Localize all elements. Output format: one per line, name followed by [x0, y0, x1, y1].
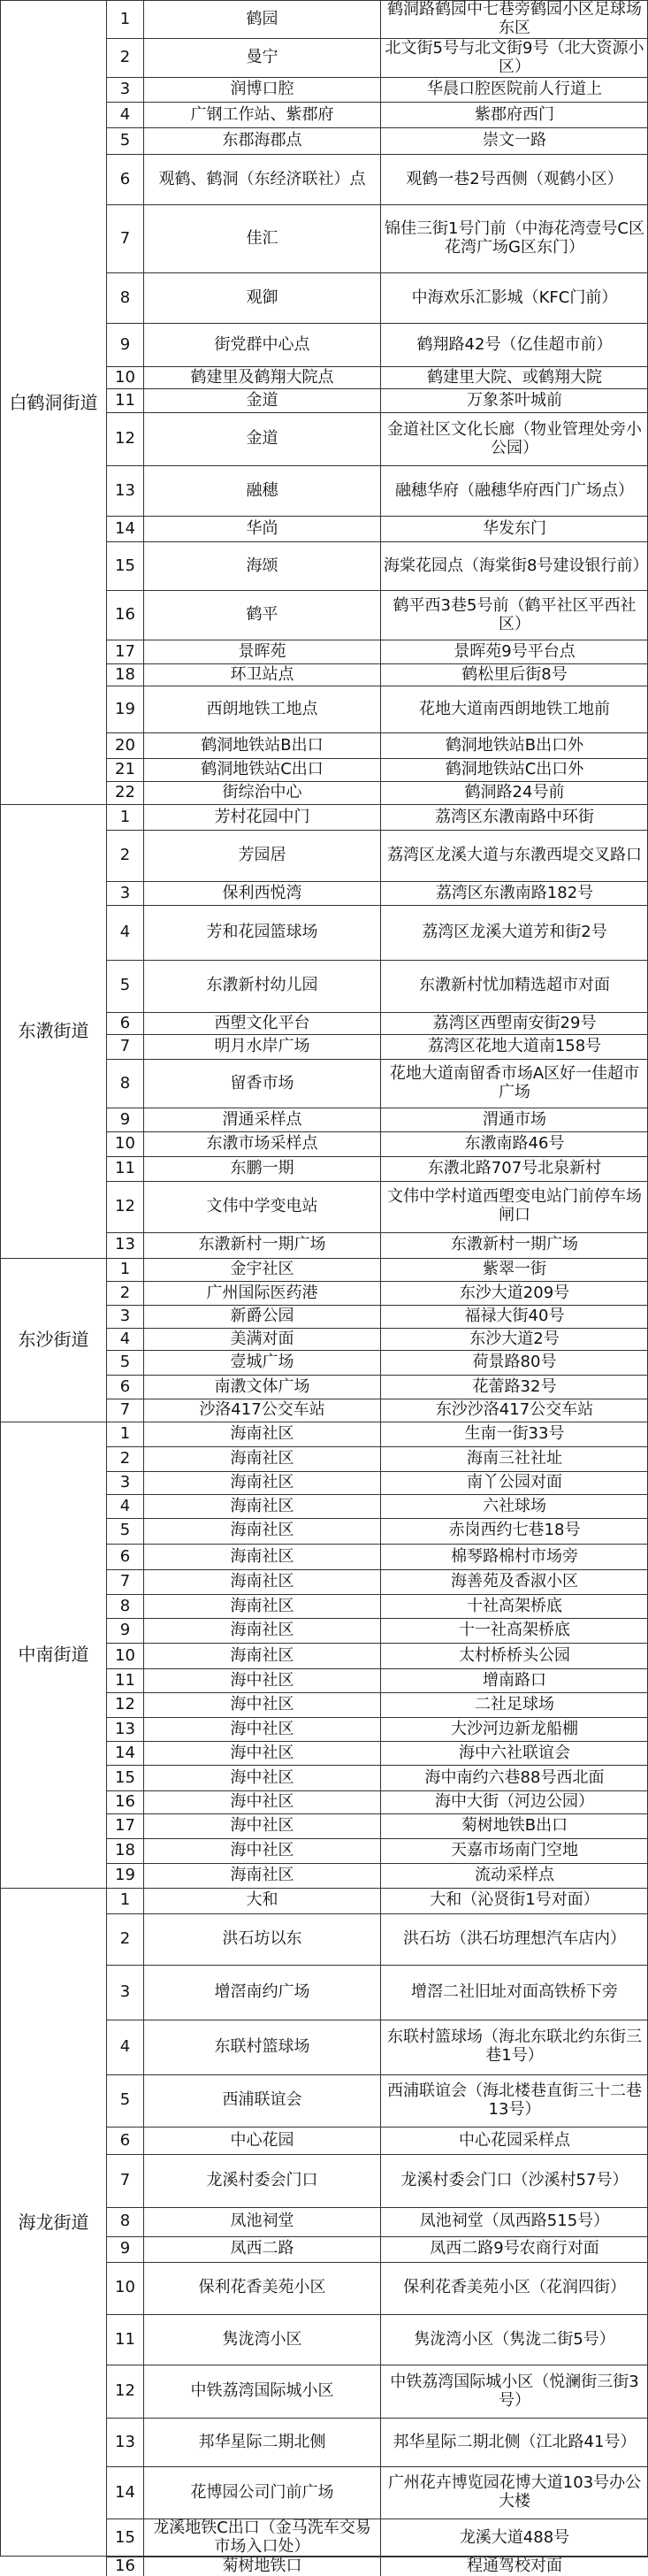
- site-name-cell: 明月水岸广场: [143, 1034, 380, 1059]
- site-location-cell: 龙溪村委会门口（沙溪村57号）: [380, 2154, 648, 2206]
- site-location-cell: 花地大道南留香市场A区好一佳超市广场: [380, 1059, 648, 1108]
- row-number-cell: 13: [106, 465, 143, 516]
- site-name-cell: 金道: [143, 412, 380, 466]
- site-name-cell: 海南社区: [143, 1544, 380, 1569]
- site-location-cell: 程通驾校对面: [380, 2557, 648, 2576]
- row-number-cell: 4: [106, 1328, 143, 1350]
- site-name-cell: 街综治中心: [143, 781, 380, 805]
- site-name-cell: 海南社区: [143, 1569, 380, 1594]
- row-number-cell: 5: [106, 1350, 143, 1375]
- row-number-cell: 18: [106, 663, 143, 686]
- site-name-cell: 龙溪地铁C出口（金马洗车交易市场入口处）: [143, 2518, 380, 2557]
- row-number-cell: 21: [106, 758, 143, 780]
- site-location-cell: 流动采样点: [380, 1863, 648, 1888]
- site-location-cell: 荔湾区龙溪大道与东漖西堤交叉路口: [380, 830, 648, 881]
- site-location-cell: 华发东门: [380, 516, 648, 541]
- row-number-cell: 9: [106, 1108, 143, 1131]
- site-name-cell: 增滘南约广场: [143, 1965, 380, 2020]
- site-name-cell: 东漖新村幼儿园: [143, 960, 380, 1012]
- site-name-cell: 南漖文体广场: [143, 1375, 380, 1399]
- site-name-cell: 海中社区: [143, 1813, 380, 1838]
- row-number-cell: 20: [106, 732, 143, 758]
- site-name-cell: 广州国际医药港: [143, 1281, 380, 1305]
- row-number-cell: 8: [106, 272, 143, 323]
- site-location-cell: 南丫公园对面: [380, 1471, 648, 1495]
- site-name-cell: 环卫站点: [143, 663, 380, 686]
- site-name-cell: 东鹏一期: [143, 1156, 380, 1181]
- site-name-cell: 海南社区: [143, 1594, 380, 1619]
- row-number-cell: 15: [106, 1765, 143, 1790]
- row-number-cell: 12: [106, 1181, 143, 1232]
- site-name-cell: 海南社区: [143, 1518, 380, 1544]
- site-location-cell: 荔湾区西塱南安街29号: [380, 1012, 648, 1034]
- site-name-cell: 海中社区: [143, 1717, 380, 1742]
- site-name-cell: 大和: [143, 1888, 380, 1913]
- site-location-cell: 海中南约六巷88号西北面: [380, 1765, 648, 1790]
- row-number-cell: 2: [106, 1281, 143, 1305]
- site-name-cell: 海中社区: [143, 1765, 380, 1790]
- row-number-cell: 14: [106, 516, 143, 541]
- row-number-cell: 13: [106, 1232, 143, 1258]
- site-location-cell: 东沙大道2号: [380, 1328, 648, 1350]
- site-location-cell: 大沙河边新龙船棚: [380, 1717, 648, 1742]
- row-number-cell: 5: [106, 1518, 143, 1544]
- row-number-cell: 4: [106, 905, 143, 960]
- row-number-cell: 13: [106, 1717, 143, 1742]
- site-location-cell: 渭通市场: [380, 1108, 648, 1131]
- row-number-cell: 16: [106, 1790, 143, 1814]
- site-location-cell: 融穗华府（融穗华府西门广场点）: [380, 465, 648, 516]
- site-name-cell: 西塱文化平台: [143, 1012, 380, 1034]
- site-name-cell: 海南社区: [143, 1471, 380, 1495]
- site-location-cell: 海南三社社址: [380, 1446, 648, 1471]
- row-number-cell: 8: [106, 1594, 143, 1619]
- row-number-cell: 14: [106, 1741, 143, 1765]
- site-name-cell: 留香市场: [143, 1059, 380, 1108]
- row-number-cell: 2: [106, 1446, 143, 1471]
- row-number-cell: 1: [106, 0, 143, 38]
- site-location-cell: 文伟中学村道西塱变电站门前停车场闸口: [380, 1181, 648, 1232]
- site-name-cell: 海南社区: [143, 1422, 380, 1446]
- row-number-cell: 7: [106, 204, 143, 272]
- site-location-cell: 菊树地铁B出口: [380, 1813, 648, 1838]
- site-location-cell: 紫翠一街: [380, 1258, 648, 1282]
- site-location-cell: 荔湾区东漖南路182号: [380, 881, 648, 905]
- row-number-cell: 11: [106, 1156, 143, 1181]
- site-name-cell: 花博园公司门前广场: [143, 2466, 380, 2518]
- site-location-cell: 海中大街（河边公园）: [380, 1790, 648, 1814]
- row-number-cell: 6: [106, 1375, 143, 1399]
- row-number-cell: 10: [106, 1643, 143, 1668]
- site-name-cell: 海南社区: [143, 1494, 380, 1518]
- site-name-cell: 佳汇: [143, 204, 380, 272]
- row-number-cell: 7: [106, 1034, 143, 1059]
- site-name-cell: 海南社区: [143, 1863, 380, 1888]
- site-location-cell: 洪石坊（洪石坊理想汽车店内）: [380, 1913, 648, 1965]
- row-number-cell: 12: [106, 1692, 143, 1717]
- site-location-cell: 花地大道南西朗地铁工地前: [380, 686, 648, 732]
- site-location-cell: 鹤洞路鹤园中七巷旁鹤园小区足球场东区: [380, 0, 648, 38]
- site-location-cell: 六社球场: [380, 1494, 648, 1518]
- site-name-cell: 景晖苑: [143, 640, 380, 663]
- row-number-cell: 22: [106, 781, 143, 805]
- site-location-cell: 东漖新村忧加精选超市对面: [380, 960, 648, 1012]
- row-number-cell: 4: [106, 1494, 143, 1518]
- site-name-cell: 中铁荔湾国际城小区: [143, 2365, 380, 2419]
- site-name-cell: 海南社区: [143, 1446, 380, 1471]
- site-location-cell: 崇文一路: [380, 127, 648, 154]
- row-number-cell: 8: [106, 1059, 143, 1108]
- row-number-cell: 1: [106, 804, 143, 830]
- site-location-cell: 二社足球场: [380, 1692, 648, 1717]
- site-location-cell: 凤池祠堂（凤西路515号）: [380, 2207, 648, 2236]
- site-name-cell: 东联村篮球场: [143, 2020, 380, 2074]
- site-name-cell: 广钢工作站、紫郡府: [143, 102, 380, 127]
- site-location-cell: 东漖北路707号北泉新村: [380, 1156, 648, 1181]
- site-name-cell: 东漖市场采样点: [143, 1131, 380, 1156]
- site-location-cell: 中海欢乐汇影城（KFC门前）: [380, 272, 648, 323]
- site-name-cell: 海中社区: [143, 1692, 380, 1717]
- row-number-cell: 6: [106, 1544, 143, 1569]
- site-location-cell: 荔湾区龙溪大道芳和街2号: [380, 905, 648, 960]
- row-number-cell: 12: [106, 2365, 143, 2419]
- site-location-cell: 大和（沁贤街1号对面）: [380, 1888, 648, 1913]
- site-location-cell: 东沙沙洛417公交车站: [380, 1399, 648, 1422]
- row-number-cell: 3: [106, 1305, 143, 1329]
- site-location-cell: 邦华星际二期北侧（江北路41号）: [380, 2418, 648, 2465]
- site-location-cell: 鹤建里大院、或鹤翔大院: [380, 366, 648, 388]
- site-name-cell: 芳和花园篮球场: [143, 905, 380, 960]
- site-location-cell: 景晖苑9号平台点: [380, 640, 648, 663]
- site-location-cell: 西浦联谊会（海北楼巷直街三十二巷13号）: [380, 2074, 648, 2127]
- row-number-cell: 19: [106, 1863, 143, 1888]
- site-name-cell: 海中社区: [143, 1741, 380, 1765]
- street-cell: 中南街道: [0, 1422, 106, 1887]
- site-location-cell: 福禄大街40号: [380, 1305, 648, 1329]
- site-name-cell: 壹城广场: [143, 1350, 380, 1375]
- site-name-cell: 渭通采样点: [143, 1108, 380, 1131]
- row-number-cell: 10: [106, 366, 143, 388]
- site-location-cell: 万象茶叶城前: [380, 388, 648, 412]
- site-location-cell: 锦佳三街1号门前（中海花湾壹号C区花湾广场G区东门）: [380, 204, 648, 272]
- site-name-cell: 金道: [143, 388, 380, 412]
- row-number-cell: 3: [106, 1965, 143, 2020]
- street-cell: 海龙街道: [0, 1888, 106, 2557]
- row-number-cell: 3: [106, 1471, 143, 1495]
- site-location-cell: 凤西二路9号农商行对面: [380, 2236, 648, 2262]
- site-name-cell: 华尚: [143, 516, 380, 541]
- site-name-cell: 保利花香美苑小区: [143, 2262, 380, 2314]
- row-number-cell: 1: [106, 1422, 143, 1446]
- site-name-cell: 观鹤、鹤洞（东经济联社）点: [143, 154, 380, 204]
- site-location-cell: 赤岗西约七巷18号: [380, 1518, 648, 1544]
- site-location-cell: 东漖新村一期广场: [380, 1232, 648, 1258]
- row-number-cell: 4: [106, 102, 143, 127]
- site-name-cell: 隽泷湾小区: [143, 2314, 380, 2365]
- site-location-cell: 东漖南路46号: [380, 1131, 648, 1156]
- site-location-cell: 鹤洞路24号前: [380, 781, 648, 805]
- site-name-cell: 海中社区: [143, 1838, 380, 1863]
- row-number-cell: 5: [106, 127, 143, 154]
- site-location-cell: 海中六社联谊会: [380, 1741, 648, 1765]
- row-number-cell: 3: [106, 77, 143, 102]
- row-number-cell: 3: [106, 881, 143, 905]
- site-name-cell: 芳园居: [143, 830, 380, 881]
- site-location-cell: 中心花园采样点: [380, 2127, 648, 2155]
- site-location-cell: 海善苑及香淑小区: [380, 1569, 648, 1594]
- site-location-cell: 花蕾路32号: [380, 1375, 648, 1399]
- site-location-cell: 龙溪大道488号: [380, 2518, 648, 2557]
- site-name-cell: 海南社区: [143, 1643, 380, 1668]
- site-name-cell: 曼宁: [143, 38, 380, 77]
- row-number-cell: 1: [106, 1888, 143, 1913]
- row-number-cell: 17: [106, 640, 143, 663]
- row-number-cell: 2: [106, 38, 143, 77]
- site-name-cell: 芳村花园中门: [143, 804, 380, 830]
- site-name-cell: 文伟中学变电站: [143, 1181, 380, 1232]
- site-location-cell: 海棠花园点（海棠街8号建设银行前）: [380, 541, 648, 589]
- site-location-cell: 鹤翔路42号（亿佳超市前）: [380, 323, 648, 366]
- site-location-cell: 鹤松里后街8号: [380, 663, 648, 686]
- site-name-cell: 洪石坊以东: [143, 1913, 380, 1965]
- site-location-cell: 鹤洞地铁站B出口外: [380, 732, 648, 758]
- row-number-cell: 11: [106, 388, 143, 412]
- site-location-cell: 荔湾区东漖南路中环街: [380, 804, 648, 830]
- site-location-cell: 中铁荔湾国际城小区（悦澜街三街3号）: [380, 2365, 648, 2419]
- site-location-cell: 天嘉市场南门空地: [380, 1838, 648, 1863]
- row-number-cell: 5: [106, 2074, 143, 2127]
- site-name-cell: 东漖新村一期广场: [143, 1232, 380, 1258]
- row-number-cell: 11: [106, 1668, 143, 1692]
- site-location-cell: 十社高架桥底: [380, 1594, 648, 1619]
- site-location-cell: 北文街5号与北文街9号（北大资源小区）: [380, 38, 648, 77]
- site-name-cell: 海中社区: [143, 1668, 380, 1692]
- site-location-cell: 荷景路80号: [380, 1350, 648, 1375]
- site-name-cell: 凤西二路: [143, 2236, 380, 2262]
- row-number-cell: 6: [106, 1012, 143, 1034]
- site-location-cell: 保利花香美苑小区（花润四街）: [380, 2262, 648, 2314]
- site-location-cell: 金道社区文化长廊（物业管理处旁小公园）: [380, 412, 648, 466]
- row-number-cell: 7: [106, 1569, 143, 1594]
- row-number-cell: 2: [106, 830, 143, 881]
- site-location-cell: 棉琴路棉村市场旁: [380, 1544, 648, 1569]
- site-name-cell: 海南社区: [143, 1618, 380, 1643]
- row-number-cell: 15: [106, 541, 143, 589]
- site-name-cell: 中心花园: [143, 2127, 380, 2155]
- site-location-cell: 增滘二社旧址对面高铁桥下旁: [380, 1965, 648, 2020]
- site-location-cell: 生南一街33号: [380, 1422, 648, 1446]
- row-number-cell: 15: [106, 2518, 143, 2557]
- site-name-cell: 保利西悦湾: [143, 881, 380, 905]
- site-location-cell: 东联村篮球场（海北东联北约东街三巷1号）: [380, 2020, 648, 2074]
- row-number-cell: 9: [106, 323, 143, 366]
- row-number-cell: 17: [106, 1813, 143, 1838]
- site-location-cell: 华晨口腔医院前人行道上: [380, 77, 648, 102]
- row-number-cell: 19: [106, 686, 143, 732]
- site-location-cell: 增南路口: [380, 1668, 648, 1692]
- site-location-cell: 鹤平西3巷5号前（鹤平社区平西社区）: [380, 590, 648, 640]
- row-number-cell: 10: [106, 2262, 143, 2314]
- site-location-cell: 紫郡府西门: [380, 102, 648, 127]
- site-location-cell: 观鹤一巷2号西侧（观鹤小区）: [380, 154, 648, 204]
- row-number-cell: 2: [106, 1913, 143, 1965]
- site-location-cell: 太村桥桥头公园: [380, 1643, 648, 1668]
- street-cell: 白鹤洞街道: [0, 0, 106, 804]
- site-name-cell: 海中社区: [143, 1790, 380, 1814]
- site-name-cell: 海颂: [143, 541, 380, 589]
- row-number-cell: 4: [106, 2020, 143, 2074]
- row-number-cell: 18: [106, 1838, 143, 1863]
- site-name-cell: 西朗地铁工地点: [143, 686, 380, 732]
- street-cell: 东漖街道: [0, 804, 106, 1258]
- site-name-cell: 鹤园: [143, 0, 380, 38]
- site-name-cell: 观御: [143, 272, 380, 323]
- row-number-cell: 13: [106, 2418, 143, 2465]
- site-name-cell: 东郡海郡点: [143, 127, 380, 154]
- row-number-cell: 5: [106, 960, 143, 1012]
- site-location-cell: 隽泷湾小区（隽泷二街5号）: [380, 2314, 648, 2365]
- row-number-cell: 16: [106, 2557, 143, 2576]
- site-location-cell: 东沙大道209号: [380, 1281, 648, 1305]
- row-number-cell: 14: [106, 2466, 143, 2518]
- site-name-cell: 沙洛417公交车站: [143, 1399, 380, 1422]
- row-number-cell: 7: [106, 2154, 143, 2206]
- row-number-cell: 12: [106, 412, 143, 466]
- site-name-cell: 鹤建里及鹤翔大院点: [143, 366, 380, 388]
- row-number-cell: 10: [106, 1131, 143, 1156]
- row-number-cell: 8: [106, 2207, 143, 2236]
- site-name-cell: 融穗: [143, 465, 380, 516]
- site-location-cell: 鹤洞地铁站C出口外: [380, 758, 648, 780]
- site-name-cell: 邦华星际二期北侧: [143, 2418, 380, 2465]
- site-name-cell: 金宇社区: [143, 1258, 380, 1282]
- site-name-cell: 凤池祠堂: [143, 2207, 380, 2236]
- site-name-cell: 西浦联谊会: [143, 2074, 380, 2127]
- site-name-cell: 润博口腔: [143, 77, 380, 102]
- row-number-cell: 1: [106, 1258, 143, 1282]
- row-number-cell: 9: [106, 2236, 143, 2262]
- site-location-cell: 广州花卉博览园花博大道103号办公大楼: [380, 2466, 648, 2518]
- site-name-cell: 鹤洞地铁站C出口: [143, 758, 380, 780]
- site-name-cell: 新爵公园: [143, 1305, 380, 1329]
- site-location-cell: 荔湾区花地大道南158号: [380, 1034, 648, 1059]
- row-number-cell: 6: [106, 154, 143, 204]
- site-location-cell: 十一社高架桥底: [380, 1618, 648, 1643]
- row-number-cell: 7: [106, 1399, 143, 1422]
- site-name-cell: 鹤平: [143, 590, 380, 640]
- row-number-cell: 11: [106, 2314, 143, 2365]
- row-number-cell: 16: [106, 590, 143, 640]
- row-number-cell: 6: [106, 2127, 143, 2155]
- site-name-cell: 龙溪村委会门口: [143, 2154, 380, 2206]
- site-name-cell: 美满对面: [143, 1328, 380, 1350]
- site-name-cell: 鹤洞地铁站B出口: [143, 732, 380, 758]
- site-name-cell: 菊树地铁口: [143, 2557, 380, 2576]
- row-number-cell: 9: [106, 1618, 143, 1643]
- site-name-cell: 街党群中心点: [143, 323, 380, 366]
- street-cell: 东沙街道: [0, 1258, 106, 1422]
